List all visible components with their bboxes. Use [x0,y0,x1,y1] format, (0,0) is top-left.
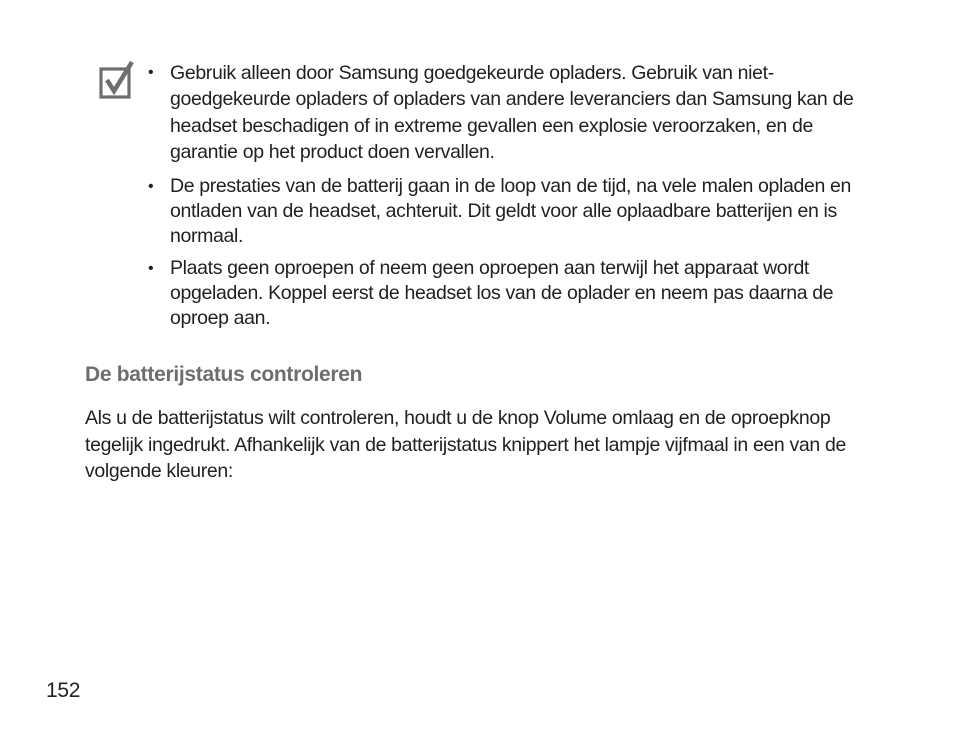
note-bullet-text: De prestaties van de batterij gaan in de loop van de tijd, na vele malen opladen en ontladen van de headset, achteruit. Dit geldt voor alle oplaadbare batterijen en is normaal. [170,175,852,248]
checkbox-note-icon [99,60,135,100]
bullet-marker: • [148,64,154,81]
note-bullet-item [148,60,868,165]
note-bullet-list [148,60,868,338]
note-bullet-text: Gebruik alleen door Samsung goedgekeurde opladers. Gebruik van niet-goedgekeurde opladers of opladers van andere leveranciers dan Samsung kan de headset beschadigen of in extreme gevallen een explosie veroorzaken, en de garantie op het product doen vervallen. [170,62,854,163]
note-bullet-item [148,174,868,249]
bullet-marker: • [148,260,154,278]
note-bullet-text: Plaats geen oproepen of neem geen oproepen aan terwijl het apparaat wordt opgeladen. Koppel eerst de headset los van de oplader en neem pas daarna de oproep aan. [170,257,834,330]
bullet-marker: • [148,178,154,196]
note-bullet-item [148,256,868,331]
page-number: 152 [46,679,81,702]
section-body-text: Als u de batterijstatus wilt controleren, houdt u de knop Volume omlaag en de oproepknop tegelijk ingedrukt. Afhankelijk van de batterijstatus knippert het lampje vijfmaal in een van de volgende kleuren: [85,407,846,482]
section-heading: De batterijstatus controleren [85,363,363,386]
